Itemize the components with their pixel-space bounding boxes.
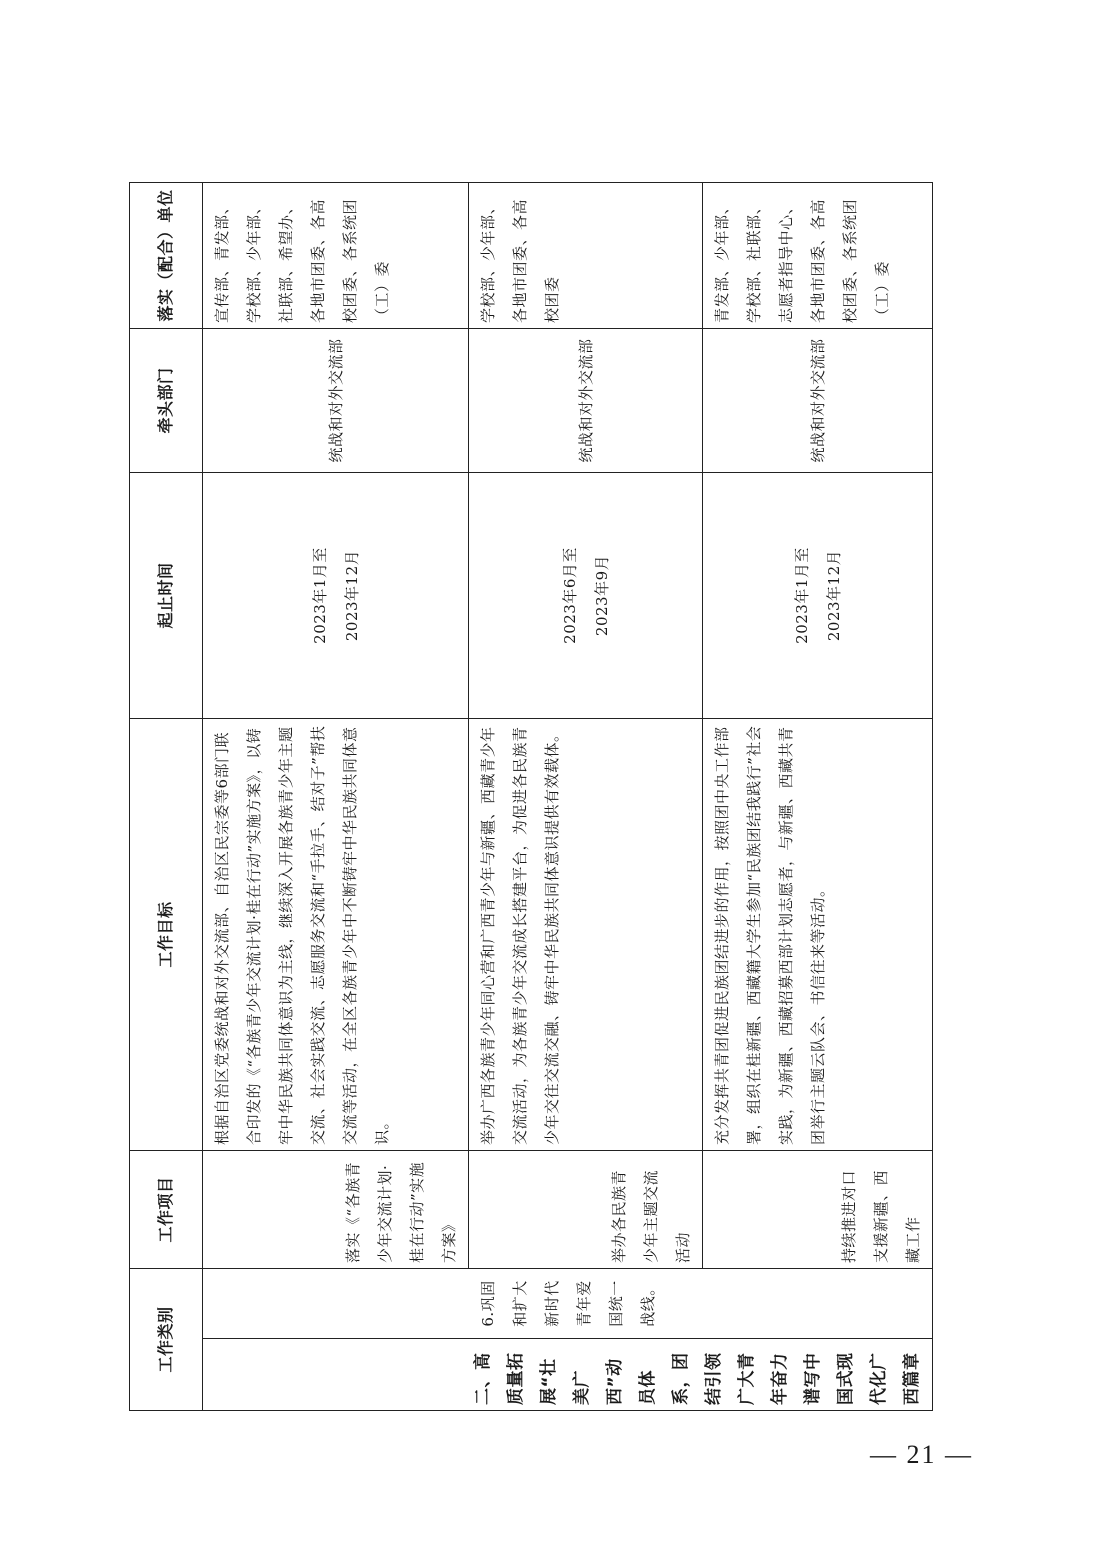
time-start: 2023年1月至 [310,547,329,644]
time-end: 2023年12月 [824,549,843,642]
work-goal-cell: 充分发挥共青团促进民族团结进步的作用，按照团中央工作部署，组织在桂新疆、西藏籍大学生参加“民族团结我践行”社会实践，为新疆、西藏招募西部计划志愿者，与新疆、西藏共青团举行主题云队会、书信往来等活动。 [703,718,933,1150]
header-support: 落实（配合）单位 [130,182,203,328]
rotated-table-container [129,183,925,1411]
lead-department-cell: 统战和对外交流部 [703,328,933,472]
lead-department-cell: 统战和对外交流部 [469,328,703,472]
table-row [203,182,469,1410]
header-lead: 牵头部门 [130,328,203,472]
table-row [703,182,933,1410]
support-units-cell: 宣传部、青发部、学校部、少年部、社联部、希望办、各地市团委、各高校团委、各系统团（工）委 [203,182,469,328]
table-row [469,182,703,1410]
header-category: 工作类别 [130,1268,203,1410]
header-time: 起止时间 [130,472,203,718]
header-item: 工作项目 [130,1150,203,1268]
support-units-cell: 学校部、少年部、各地市团委、各高校团委 [469,182,703,328]
work-item-cell: 举办各民族青少年主题交流活动 [469,1150,703,1268]
support-units-cell: 青发部、少年部、学校部、社联部、志愿者指导中心、各地市团委、各高校团委、各系统团（工）委 [703,182,933,328]
time-start: 2023年6月至 [560,547,579,644]
table-header-row [130,182,203,1410]
time-cell [703,472,933,718]
category-main-cell: 二、高质量拓展“壮美广西”动员体系，团结引领广大青年奋力谱写中国式现代化广西篇章 [203,1339,933,1411]
time-start: 2023年1月至 [792,547,811,644]
work-plan-table [129,182,933,1411]
lead-department-cell: 统战和对外交流部 [203,328,469,472]
header-goal: 工作目标 [130,718,203,1150]
time-end: 2023年12月 [342,549,361,642]
time-cell [469,472,703,718]
category-sub-cell: 6.巩固和扩大新时代青年爱国统一战线。 [203,1268,933,1338]
time-end: 2023年9月 [592,554,611,637]
work-item-cell: 落实《“各族青少年交流计划·桂在行动”实施方案》 [203,1150,469,1268]
work-goal-cell: 举办广西各族青少年同心营和广西青少年与新疆、西藏青少年交流活动，为各族青少年交流成长搭建平台，为促进各民族青少年交往交流交融、铸牢中华民族共同体意识提供有效载体。 [469,718,703,1150]
time-cell [203,472,469,718]
page-number: — 21 — [870,1440,973,1469]
work-goal-cell: 根据自治区党委统战和对外交流部、自治区民宗委等6部门联合印发的《“各族青少年交流计划·桂在行动”实施方案》，以铸牢中华民族共同体意识为主线，继续深入开展各族青少年主题交流、社会实践交流、志愿服务交流和“手拉手、结对子”帮扶交流等活动，在全区各族青少年中不断铸牢中华民族共同体意识。 [203,718,469,1150]
work-item-cell: 持续推进对口支援新疆、西藏工作 [703,1150,933,1268]
